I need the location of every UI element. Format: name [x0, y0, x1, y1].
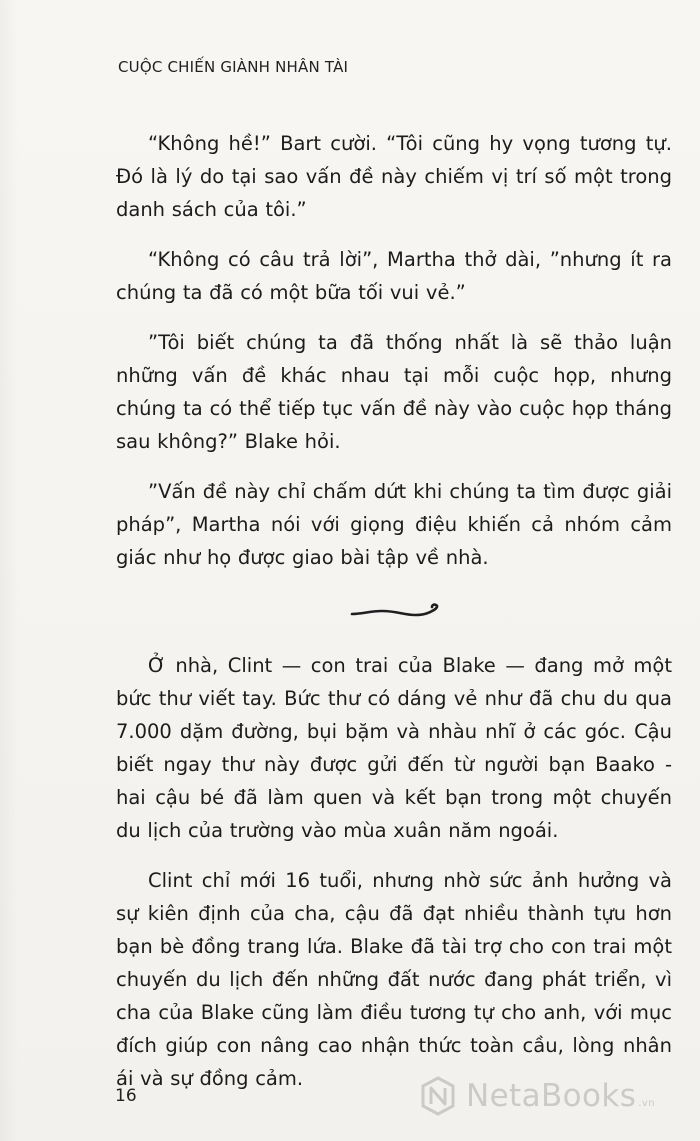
watermark-text: [466, 1077, 655, 1114]
watermark-main: NetaBooks: [466, 1077, 637, 1114]
paragraph-3: ”Tôi biết chúng ta đã thống nhất là sẽ thảo luận những vấn đề khác nhau tại mỗi cuộc họp, nhưng chúng ta có thể tiếp tục vấn đề này vào cuộc họp tháng sau không?” Blake hỏi.: [116, 331, 672, 453]
page-body: [116, 127, 672, 1112]
paragraph-5: Ở nhà, Clint — con trai của Blake — đang mở một bức thư viết tay. Bức thư có dáng vẻ như đã chu du qua 7.000 dặm đường, bụi bặm và nhàu nhĩ ở các góc. Cậu biết ngay thư này được gửi đến từ người bạn Baako - hai cậu bé đã làm quen và kết bạn trong một chuyến du lịch của trường vào mùa xuân năm ngoái.: [116, 654, 672, 842]
running-header: CUỘC CHIẾN GIÀNH NHÂN TÀI: [118, 58, 349, 76]
paragraph-4: ”Vấn đề này chỉ chấm dứt khi chúng ta tìm được giải pháp”, Martha nói với giọng điệu khiến cả nhóm cảm giác như họ được giao bài tập về nhà.: [116, 480, 672, 569]
hexagon-n-logo-icon: [418, 1076, 458, 1116]
page-number: 16: [115, 1086, 137, 1106]
section-divider: [116, 587, 672, 637]
paragraph-1: “Không hề!” Bart cười. “Tôi cũng hy vọng tương tự. Đó là lý do tại sao vấn đề này chiếm vị trí số một trong danh sách của tôi.”: [116, 132, 672, 221]
paragraph-6: Clint chỉ mới 16 tuổi, nhưng nhờ sức ảnh hưởng và sự kiên định của cha, cậu đã đạt nhiều thành tựu hơn bạn bè đồng trang lứa. Blake đã tài trợ cho con trai một chuyến du lịch đến những đất nước đang phát triển, vì cha của Blake cũng làm điều tương tự cho anh, với mục đích giúp con nâng cao nhận thức toàn cầu, lòng nhân ái và sự đồng cảm.: [116, 869, 672, 1090]
flourish-divider-icon: [348, 601, 440, 623]
paragraph-2: “Không có câu trả lời”, Martha thở dài, ”nhưng ít ra chúng ta đã có một bữa tối vui vẻ.”: [116, 248, 672, 304]
watermark-suffix: .vn: [638, 1097, 655, 1109]
watermark-logo: [418, 1076, 655, 1116]
